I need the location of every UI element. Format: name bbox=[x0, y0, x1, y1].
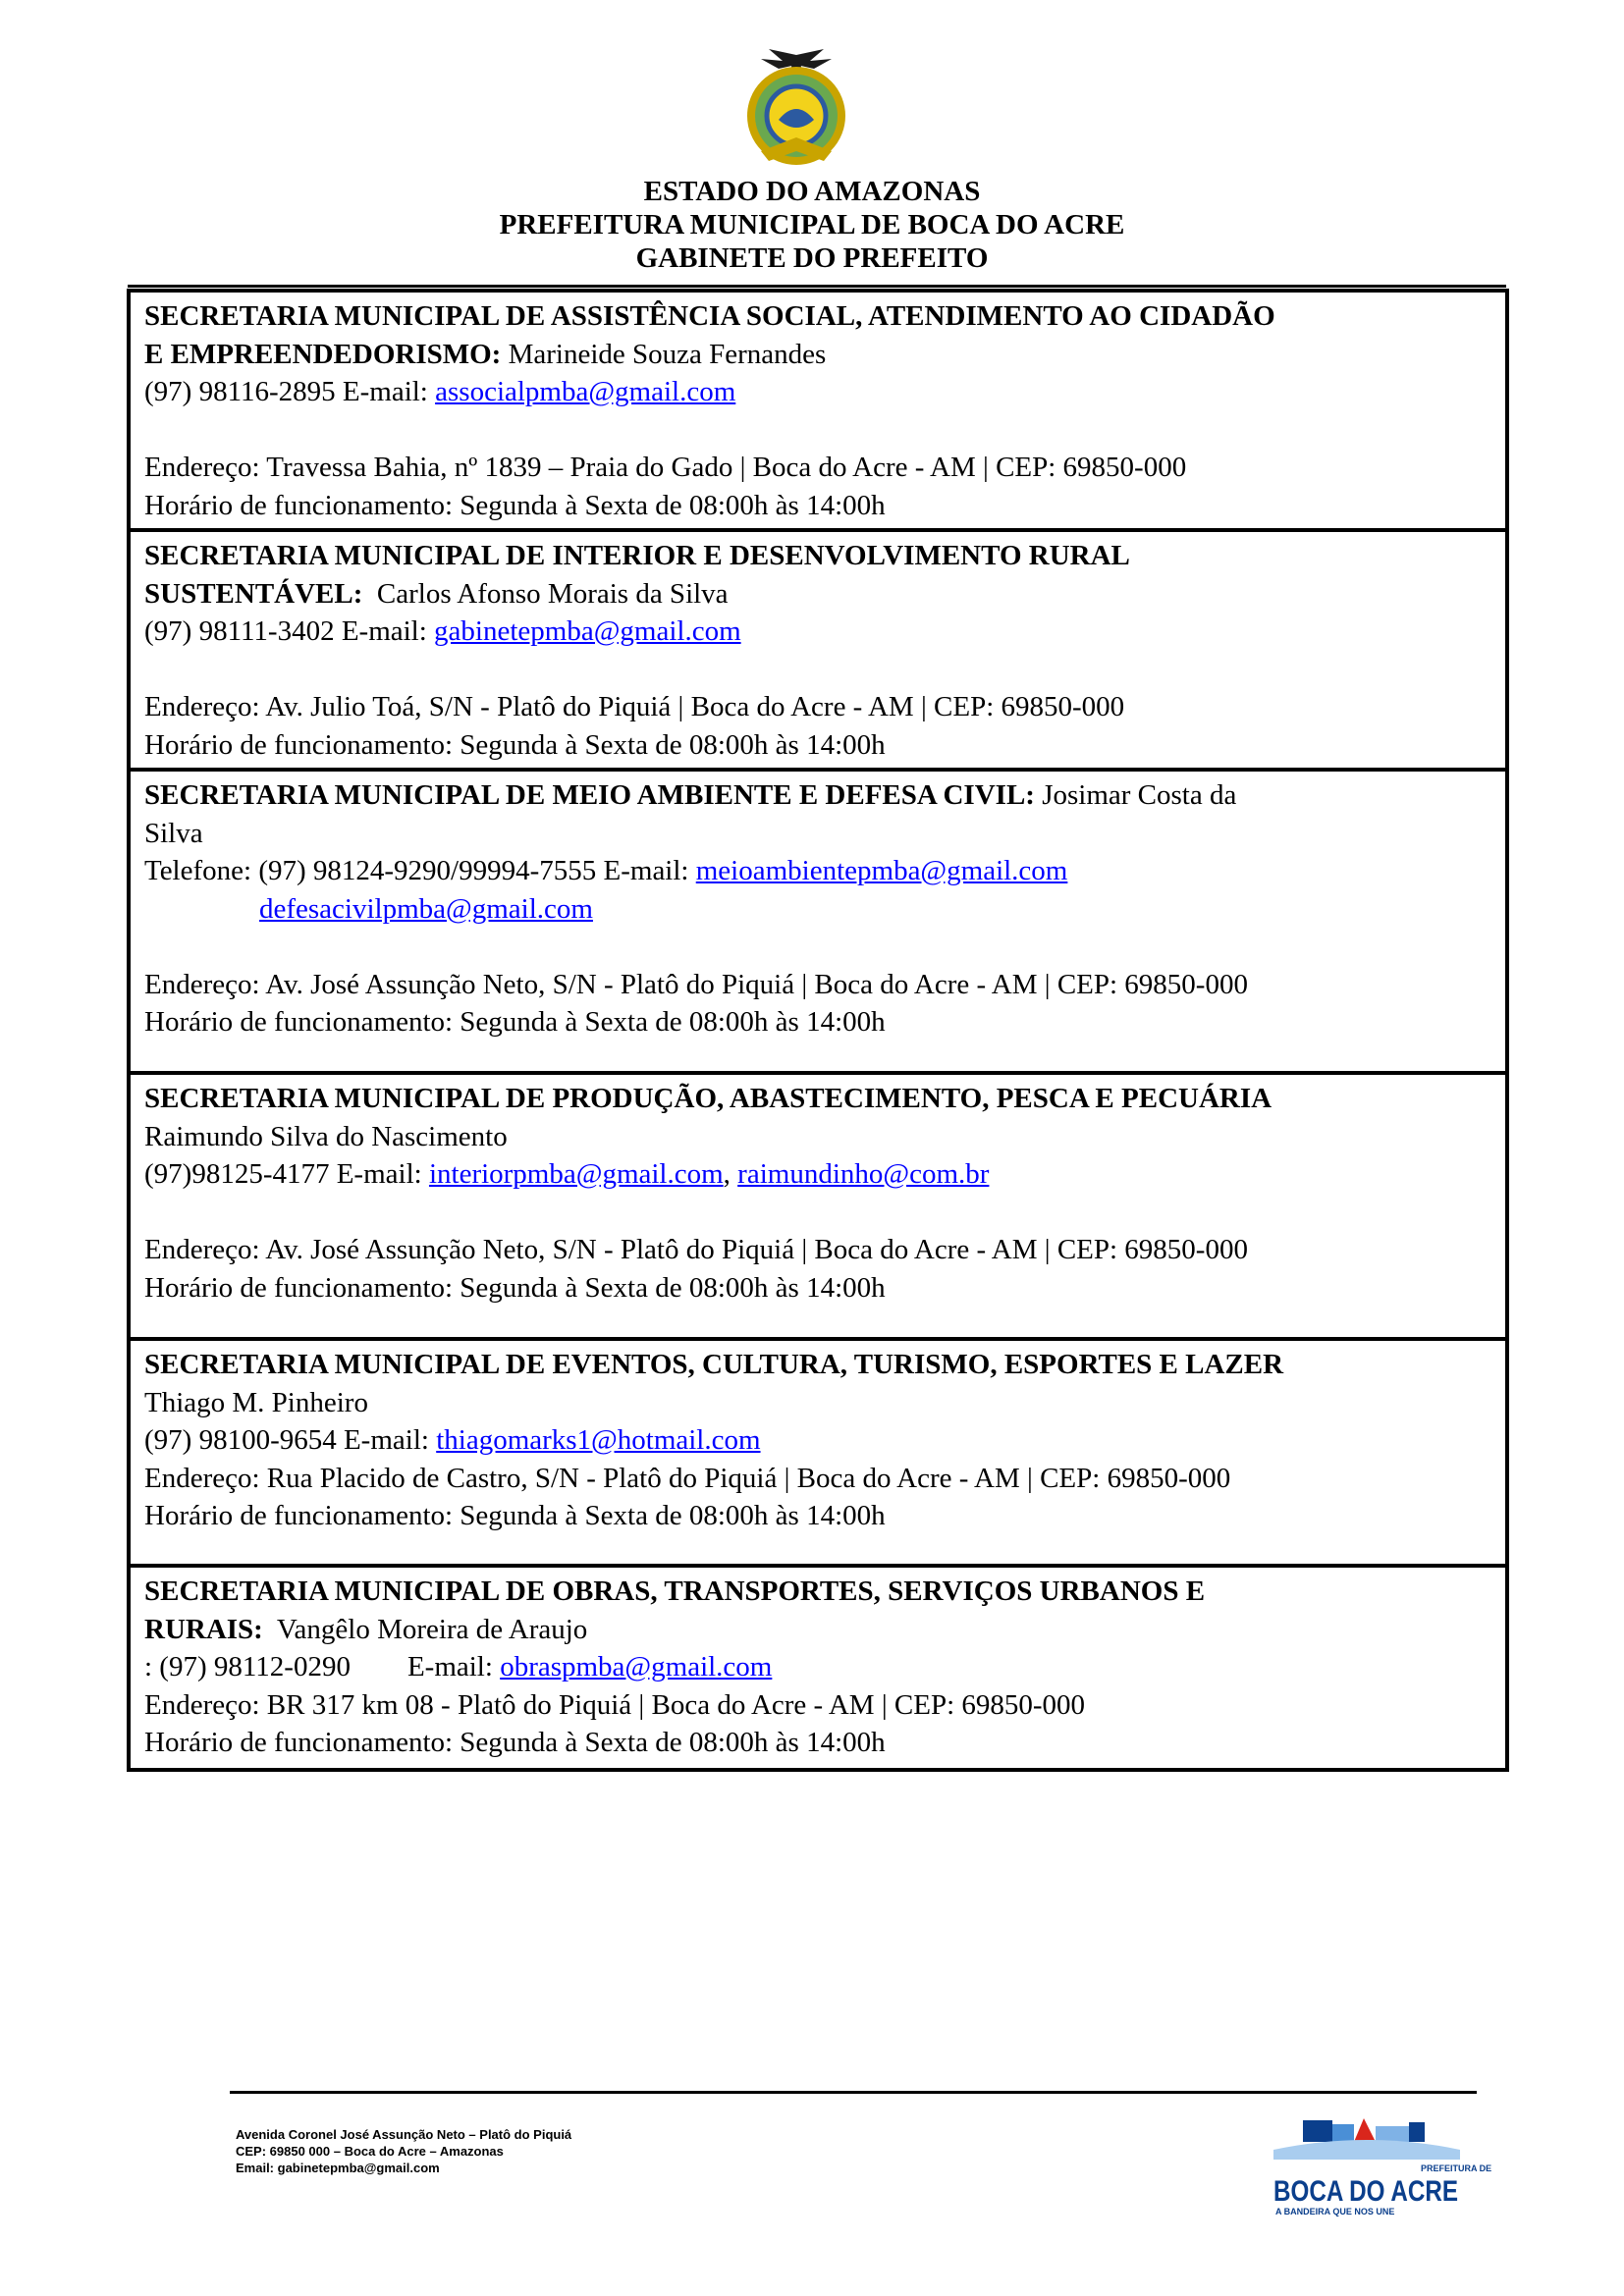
header-cabinet: GABINETE DO PREFEITO bbox=[635, 242, 989, 274]
address-text: Endereço: Av. José Assunção Neto, S/N - Platô do Piquiá | Boca do Acre - AM | CEP: 69850-000 bbox=[144, 1234, 1248, 1265]
header-prefecture: PREFEITURA MUNICIPAL DE BOCA DO ACRE bbox=[499, 209, 1125, 240]
hours-text: Horário de funcionamento: Segunda à Sexta de 08:00h às 14:00h bbox=[144, 489, 886, 521]
secretario-name: Josimar Costa da bbox=[1042, 779, 1237, 811]
secretaria-cell-eventos bbox=[129, 1339, 1507, 1566]
secretaria-cell-meio-ambiente bbox=[129, 770, 1507, 1073]
secretaria-title: SECRETARIA MUNICIPAL DE ASSISTÊNCIA SOCIAL, ATENDIMENTO AO CIDADÃO bbox=[144, 300, 1275, 332]
secretaria-title: SECRETARIA MUNICIPAL DE MEIO AMBIENTE E DEFESA CIVIL: bbox=[144, 779, 1035, 811]
hours-text: Horário de funcionamento: Segunda à Sexta de 08:00h às 14:00h bbox=[144, 728, 886, 761]
address-text: Endereço: Travessa Bahia, nº 1839 – Praia do Gado | Boca do Acre - AM | CEP: 69850-000 bbox=[144, 452, 1187, 483]
document-header bbox=[0, 175, 1624, 275]
phone-text: (97)98125-4177 E-mail: bbox=[144, 1158, 429, 1190]
email-link-secondary[interactable]: defesacivilpmba@gmail.com bbox=[259, 892, 593, 925]
secretaria-title: SECRETARIA MUNICIPAL DE INTERIOR E DESENVOLVIMENTO RURAL bbox=[144, 540, 1130, 571]
secretario-name-cont: Silva bbox=[144, 817, 203, 849]
email-link-secondary[interactable]: raimundinho@com.br bbox=[737, 1158, 990, 1190]
secretaria-title: SECRETARIA MUNICIPAL DE EVENTOS, CULTURA, TURISMO, ESPORTES E LAZER bbox=[144, 1349, 1284, 1380]
email-link[interactable]: gabinetepmba@gmail.com bbox=[434, 615, 741, 647]
footer-cep: CEP: 69850 000 – Boca do Acre – Amazonas bbox=[236, 2144, 504, 2159]
footer-street: Avenida Coronel José Assunção Neto – Platô do Piquiá bbox=[236, 2127, 572, 2142]
secretaria-title: E EMPREENDEDORISMO: bbox=[144, 338, 502, 370]
hours-text: Horário de funcionamento: Segunda à Sexta de 08:00h às 14:00h bbox=[144, 1727, 886, 1758]
secretario-name: Raimundo Silva do Nascimento bbox=[144, 1120, 508, 1152]
phone-text: : (97) 98112-0290 E-mail: bbox=[144, 1651, 501, 1682]
secretaria-cell-producao bbox=[129, 1073, 1507, 1339]
footer-divider bbox=[230, 2091, 1477, 2094]
logo-top-text: PREFEITURA DE bbox=[1421, 2163, 1492, 2173]
email-separator: , bbox=[723, 1158, 738, 1190]
table-row bbox=[129, 530, 1507, 770]
secretarias-table bbox=[127, 289, 1509, 1772]
secretario-name: Carlos Afonso Morais da Silva bbox=[376, 577, 729, 610]
secretario-name: Marineide Souza Fernandes bbox=[508, 338, 827, 370]
secretaria-cell-obras bbox=[129, 1566, 1507, 1770]
email-link[interactable]: associalpmba@gmail.com bbox=[435, 376, 736, 407]
hours-text: Horário de funcionamento: Segunda à Sexta de 08:00h às 14:00h bbox=[144, 1006, 886, 1038]
secretario-name: Thiago M. Pinheiro bbox=[144, 1386, 368, 1418]
secretaria-cell-interior bbox=[129, 530, 1507, 770]
phone-text: Telefone: (97) 98124-9290/99994-7555 E-mail: bbox=[144, 855, 696, 886]
secretaria-cell-assistencia-social bbox=[129, 291, 1507, 530]
phone-text: (97) 98111-3402 E-mail: bbox=[144, 615, 435, 647]
footer-email: Email: gabinetepmba@gmail.com bbox=[236, 2161, 440, 2175]
table-row bbox=[129, 291, 1507, 530]
logo-tagline-text: A BANDEIRA QUE NOS UNE bbox=[1275, 2207, 1395, 2216]
logo-main-text: BOCA DO ACRE bbox=[1273, 2175, 1458, 2208]
secretario-name: Vangêlo Moreira de Araujo bbox=[276, 1613, 588, 1645]
email-link[interactable]: interiorpmba@gmail.com bbox=[428, 1158, 724, 1190]
email-link[interactable]: meioambientepmba@gmail.com bbox=[695, 855, 1068, 886]
email-link[interactable]: obraspmba@gmail.com bbox=[500, 1651, 773, 1682]
hours-text: Horário de funcionamento: Segunda à Sexta de 08:00h às 14:00h bbox=[144, 1500, 886, 1531]
state-coat-of-arms-icon bbox=[739, 49, 853, 165]
email-link[interactable]: thiagomarks1@hotmail.com bbox=[436, 1424, 761, 1456]
table-row bbox=[129, 770, 1507, 1073]
table-row bbox=[129, 1566, 1507, 1770]
address-text: Endereço: Av. Julio Toá, S/N - Platô do Piquiá | Boca do Acre - AM | CEP: 69850-000 bbox=[144, 691, 1125, 722]
prefecture-logo-icon bbox=[1273, 2114, 1492, 2220]
secretaria-title: RURAIS: bbox=[144, 1613, 263, 1645]
header-state: ESTADO DO AMAZONAS bbox=[643, 176, 981, 207]
footer-address bbox=[236, 2126, 571, 2176]
header-divider bbox=[128, 285, 1506, 288]
table-row bbox=[129, 1339, 1507, 1566]
hours-text: Horário de funcionamento: Segunda à Sexta de 08:00h às 14:00h bbox=[144, 1271, 886, 1304]
phone-text: (97) 98116-2895 E-mail: bbox=[144, 376, 436, 407]
address-text: Endereço: BR 317 km 08 - Platô do Piquiá | Boca do Acre - AM | CEP: 69850-000 bbox=[144, 1688, 1086, 1721]
address-text: Endereço: Av. José Assunção Neto, S/N - Platô do Piquiá | Boca do Acre - AM | CEP: 69850-000 bbox=[144, 968, 1248, 1000]
address-text: Endereço: Rua Placido de Castro, S/N - Platô do Piquiá | Boca do Acre - AM | CEP: 69850-000 bbox=[144, 1462, 1231, 1494]
secretaria-title: SECRETARIA MUNICIPAL DE OBRAS, TRANSPORTES, SERVIÇOS URBANOS E bbox=[144, 1575, 1206, 1607]
secretaria-title: SUSTENTÁVEL: bbox=[144, 577, 363, 610]
table-row bbox=[129, 1073, 1507, 1339]
secretaria-title: SECRETARIA MUNICIPAL DE PRODUÇÃO, ABASTECIMENTO, PESCA E PECUÁRIA bbox=[144, 1083, 1272, 1114]
phone-text: (97) 98100-9654 E-mail: bbox=[144, 1424, 437, 1456]
